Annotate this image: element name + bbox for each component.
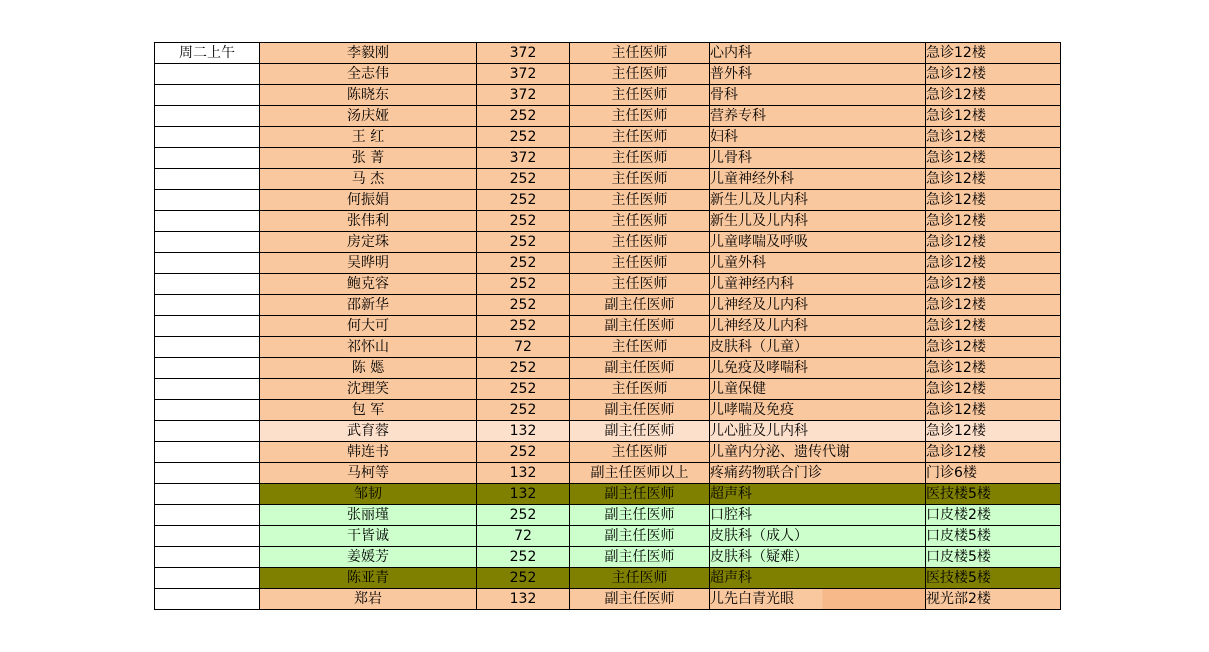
day-empty-cell <box>155 190 260 211</box>
doctor-name-cell: 张丽瑾 <box>260 505 477 526</box>
fee-cell: 252 <box>477 358 570 379</box>
department-cell: 妇科 <box>710 127 926 148</box>
department-cell: 营养专科 <box>710 106 926 127</box>
day-empty-cell <box>155 64 260 85</box>
table-row <box>155 358 1061 379</box>
department-cell: 儿先白青光眼 <box>710 589 926 610</box>
location-cell: 急诊12楼 <box>926 190 1061 211</box>
location-cell: 急诊12楼 <box>926 64 1061 85</box>
location-cell: 急诊12楼 <box>926 253 1061 274</box>
location-cell: 门诊6楼 <box>926 463 1061 484</box>
fee-cell: 372 <box>477 148 570 169</box>
day-empty-cell <box>155 253 260 274</box>
location-cell: 急诊12楼 <box>926 358 1061 379</box>
table-row <box>155 589 1061 610</box>
day-empty-cell <box>155 148 260 169</box>
doctor-title-cell: 主任医师 <box>570 274 710 295</box>
day-empty-cell <box>155 400 260 421</box>
day-empty-cell <box>155 316 260 337</box>
day-empty-cell <box>155 106 260 127</box>
doctor-name-cell: 邵新华 <box>260 295 477 316</box>
day-empty-cell <box>155 379 260 400</box>
doctor-name-cell: 全志伟 <box>260 64 477 85</box>
doctor-title-cell: 主任医师 <box>570 232 710 253</box>
doctor-name-cell: 邹韧 <box>260 484 477 505</box>
fee-cell: 252 <box>477 232 570 253</box>
department-cell: 皮肤科（疑难） <box>710 547 926 568</box>
table-row <box>155 484 1061 505</box>
doctor-name-cell: 陈晓东 <box>260 85 477 106</box>
location-cell: 急诊12楼 <box>926 316 1061 337</box>
department-cell: 皮肤科（儿童） <box>710 337 926 358</box>
doctor-title-cell: 主任医师 <box>570 169 710 190</box>
schedule-body <box>155 43 1061 610</box>
doctor-name-cell: 张伟利 <box>260 211 477 232</box>
table-row <box>155 505 1061 526</box>
doctor-name-cell: 王 红 <box>260 127 477 148</box>
doctor-name-cell: 吴晔明 <box>260 253 477 274</box>
doctor-name-cell: 韩连书 <box>260 442 477 463</box>
day-empty-cell <box>155 211 260 232</box>
department-cell: 疼痛药物联合门诊 <box>710 463 926 484</box>
location-cell: 急诊12楼 <box>926 148 1061 169</box>
location-cell: 口皮楼2楼 <box>926 505 1061 526</box>
fee-cell: 252 <box>477 295 570 316</box>
department-cell: 皮肤科（成人） <box>710 526 926 547</box>
location-cell: 医技楼5楼 <box>926 568 1061 589</box>
doctor-title-cell: 主任医师 <box>570 43 710 64</box>
fee-cell: 132 <box>477 484 570 505</box>
doctor-name-cell: 马 杰 <box>260 169 477 190</box>
fee-cell: 252 <box>477 568 570 589</box>
doctor-title-cell: 主任医师 <box>570 337 710 358</box>
department-cell: 儿童神经外科 <box>710 169 926 190</box>
location-cell: 急诊12楼 <box>926 43 1061 64</box>
doctor-title-cell: 副主任医师 <box>570 547 710 568</box>
table-row <box>155 64 1061 85</box>
location-cell: 医技楼5楼 <box>926 484 1061 505</box>
doctor-title-cell: 主任医师 <box>570 148 710 169</box>
fee-cell: 252 <box>477 442 570 463</box>
table-row <box>155 547 1061 568</box>
doctor-title-cell: 主任医师 <box>570 127 710 148</box>
table-row <box>155 379 1061 400</box>
table-row <box>155 295 1061 316</box>
doctor-title-cell: 副主任医师 <box>570 526 710 547</box>
location-cell: 急诊12楼 <box>926 400 1061 421</box>
doctor-title-cell: 主任医师 <box>570 106 710 127</box>
day-empty-cell <box>155 295 260 316</box>
schedule-table <box>154 42 1061 610</box>
fee-cell: 252 <box>477 274 570 295</box>
doctor-title-cell: 副主任医师 <box>570 400 710 421</box>
table-row <box>155 211 1061 232</box>
location-cell: 急诊12楼 <box>926 274 1061 295</box>
location-cell: 急诊12楼 <box>926 232 1061 253</box>
day-empty-cell <box>155 589 260 610</box>
day-empty-cell <box>155 463 260 484</box>
department-cell: 儿神经及儿内科 <box>710 316 926 337</box>
doctor-name-cell: 马柯等 <box>260 463 477 484</box>
department-cell: 儿神经及儿内科 <box>710 295 926 316</box>
fee-cell: 252 <box>477 190 570 211</box>
doctor-title-cell: 副主任医师 <box>570 295 710 316</box>
location-cell: 急诊12楼 <box>926 442 1061 463</box>
day-empty-cell <box>155 442 260 463</box>
doctor-title-cell: 主任医师 <box>570 190 710 211</box>
doctor-title-cell: 主任医师 <box>570 379 710 400</box>
day-empty-cell <box>155 526 260 547</box>
doctor-name-cell: 干皆诚 <box>260 526 477 547</box>
doctor-name-cell: 郑岩 <box>260 589 477 610</box>
location-cell: 急诊12楼 <box>926 211 1061 232</box>
doctor-name-cell: 包 军 <box>260 400 477 421</box>
department-cell: 儿童哮喘及呼吸 <box>710 232 926 253</box>
day-empty-cell <box>155 547 260 568</box>
day-empty-cell <box>155 421 260 442</box>
department-cell: 儿童神经内科 <box>710 274 926 295</box>
location-cell: 急诊12楼 <box>926 295 1061 316</box>
location-cell: 急诊12楼 <box>926 169 1061 190</box>
table-row <box>155 253 1061 274</box>
fee-cell: 252 <box>477 400 570 421</box>
location-cell: 急诊12楼 <box>926 106 1061 127</box>
department-cell: 儿童内分泌、遗传代谢 <box>710 442 926 463</box>
day-empty-cell <box>155 358 260 379</box>
day-label-cell: 周二上午 <box>155 43 260 64</box>
fee-cell: 372 <box>477 64 570 85</box>
fee-cell: 72 <box>477 526 570 547</box>
table-row <box>155 43 1061 64</box>
location-cell: 急诊12楼 <box>926 85 1061 106</box>
department-cell: 新生儿及儿内科 <box>710 190 926 211</box>
location-cell: 急诊12楼 <box>926 379 1061 400</box>
fee-cell: 372 <box>477 85 570 106</box>
doctor-name-cell: 房定珠 <box>260 232 477 253</box>
location-cell: 急诊12楼 <box>926 421 1061 442</box>
department-cell: 超声科 <box>710 568 926 589</box>
doctor-name-cell: 李毅刚 <box>260 43 477 64</box>
doctor-name-cell: 沈理笑 <box>260 379 477 400</box>
fee-cell: 252 <box>477 505 570 526</box>
table-row <box>155 568 1061 589</box>
department-cell: 心内科 <box>710 43 926 64</box>
location-cell: 视光部2楼 <box>926 589 1061 610</box>
doctor-name-cell: 何振娟 <box>260 190 477 211</box>
doctor-title-cell: 主任医师 <box>570 568 710 589</box>
department-cell: 普外科 <box>710 64 926 85</box>
doctor-name-cell: 张 菁 <box>260 148 477 169</box>
doctor-title-cell: 主任医师 <box>570 211 710 232</box>
fee-cell: 252 <box>477 379 570 400</box>
day-empty-cell <box>155 274 260 295</box>
day-empty-cell <box>155 505 260 526</box>
day-empty-cell <box>155 127 260 148</box>
doctor-title-cell: 副主任医师 <box>570 589 710 610</box>
doctor-title-cell: 主任医师 <box>570 442 710 463</box>
doctor-title-cell: 副主任医师 <box>570 505 710 526</box>
table-row <box>155 421 1061 442</box>
day-empty-cell <box>155 337 260 358</box>
fee-cell: 252 <box>477 547 570 568</box>
table-row <box>155 316 1061 337</box>
doctor-title-cell: 主任医师 <box>570 64 710 85</box>
day-empty-cell <box>155 568 260 589</box>
doctor-name-cell: 何大可 <box>260 316 477 337</box>
fee-cell: 72 <box>477 337 570 358</box>
location-cell: 急诊12楼 <box>926 337 1061 358</box>
day-empty-cell <box>155 169 260 190</box>
fee-cell: 132 <box>477 463 570 484</box>
doctor-title-cell: 副主任医师 <box>570 358 710 379</box>
fee-cell: 252 <box>477 211 570 232</box>
doctor-name-cell: 武育蓉 <box>260 421 477 442</box>
table-row <box>155 127 1061 148</box>
doctor-name-cell: 祁怀山 <box>260 337 477 358</box>
doctor-name-cell: 姜媛芳 <box>260 547 477 568</box>
table-row <box>155 400 1061 421</box>
table-row <box>155 169 1061 190</box>
fee-cell: 252 <box>477 316 570 337</box>
table-row <box>155 442 1061 463</box>
doctor-title-cell: 主任医师 <box>570 253 710 274</box>
doctor-name-cell: 汤庆娅 <box>260 106 477 127</box>
department-cell: 儿童保健 <box>710 379 926 400</box>
department-cell: 儿哮喘及免疫 <box>710 400 926 421</box>
doctor-name-cell: 陈 嫕 <box>260 358 477 379</box>
fee-cell: 132 <box>477 421 570 442</box>
doctor-name-cell: 陈亚青 <box>260 568 477 589</box>
table-row <box>155 106 1061 127</box>
location-cell: 急诊12楼 <box>926 127 1061 148</box>
department-cell: 儿心脏及儿内科 <box>710 421 926 442</box>
doctor-title-cell: 主任医师 <box>570 85 710 106</box>
fee-cell: 252 <box>477 127 570 148</box>
table-row <box>155 148 1061 169</box>
table-row <box>155 232 1061 253</box>
fee-cell: 252 <box>477 169 570 190</box>
fee-cell: 252 <box>477 106 570 127</box>
fee-cell: 372 <box>477 43 570 64</box>
doctor-title-cell: 副主任医师以上 <box>570 463 710 484</box>
doctor-title-cell: 副主任医师 <box>570 484 710 505</box>
fee-cell: 252 <box>477 253 570 274</box>
location-cell: 口皮楼5楼 <box>926 526 1061 547</box>
table-row <box>155 526 1061 547</box>
table-row <box>155 190 1061 211</box>
department-cell: 超声科 <box>710 484 926 505</box>
day-empty-cell <box>155 232 260 253</box>
table-row <box>155 337 1061 358</box>
day-empty-cell <box>155 484 260 505</box>
table-row <box>155 463 1061 484</box>
department-cell: 儿骨科 <box>710 148 926 169</box>
day-empty-cell <box>155 85 260 106</box>
table-row <box>155 85 1061 106</box>
fee-cell: 132 <box>477 589 570 610</box>
department-cell: 骨科 <box>710 85 926 106</box>
location-cell: 口皮楼5楼 <box>926 547 1061 568</box>
department-cell: 儿免疫及哮喘科 <box>710 358 926 379</box>
department-cell: 儿童外科 <box>710 253 926 274</box>
doctor-title-cell: 副主任医师 <box>570 316 710 337</box>
department-cell: 新生儿及儿内科 <box>710 211 926 232</box>
table-row <box>155 274 1061 295</box>
doctor-title-cell: 副主任医师 <box>570 421 710 442</box>
department-cell: 口腔科 <box>710 505 926 526</box>
doctor-name-cell: 鲍克容 <box>260 274 477 295</box>
